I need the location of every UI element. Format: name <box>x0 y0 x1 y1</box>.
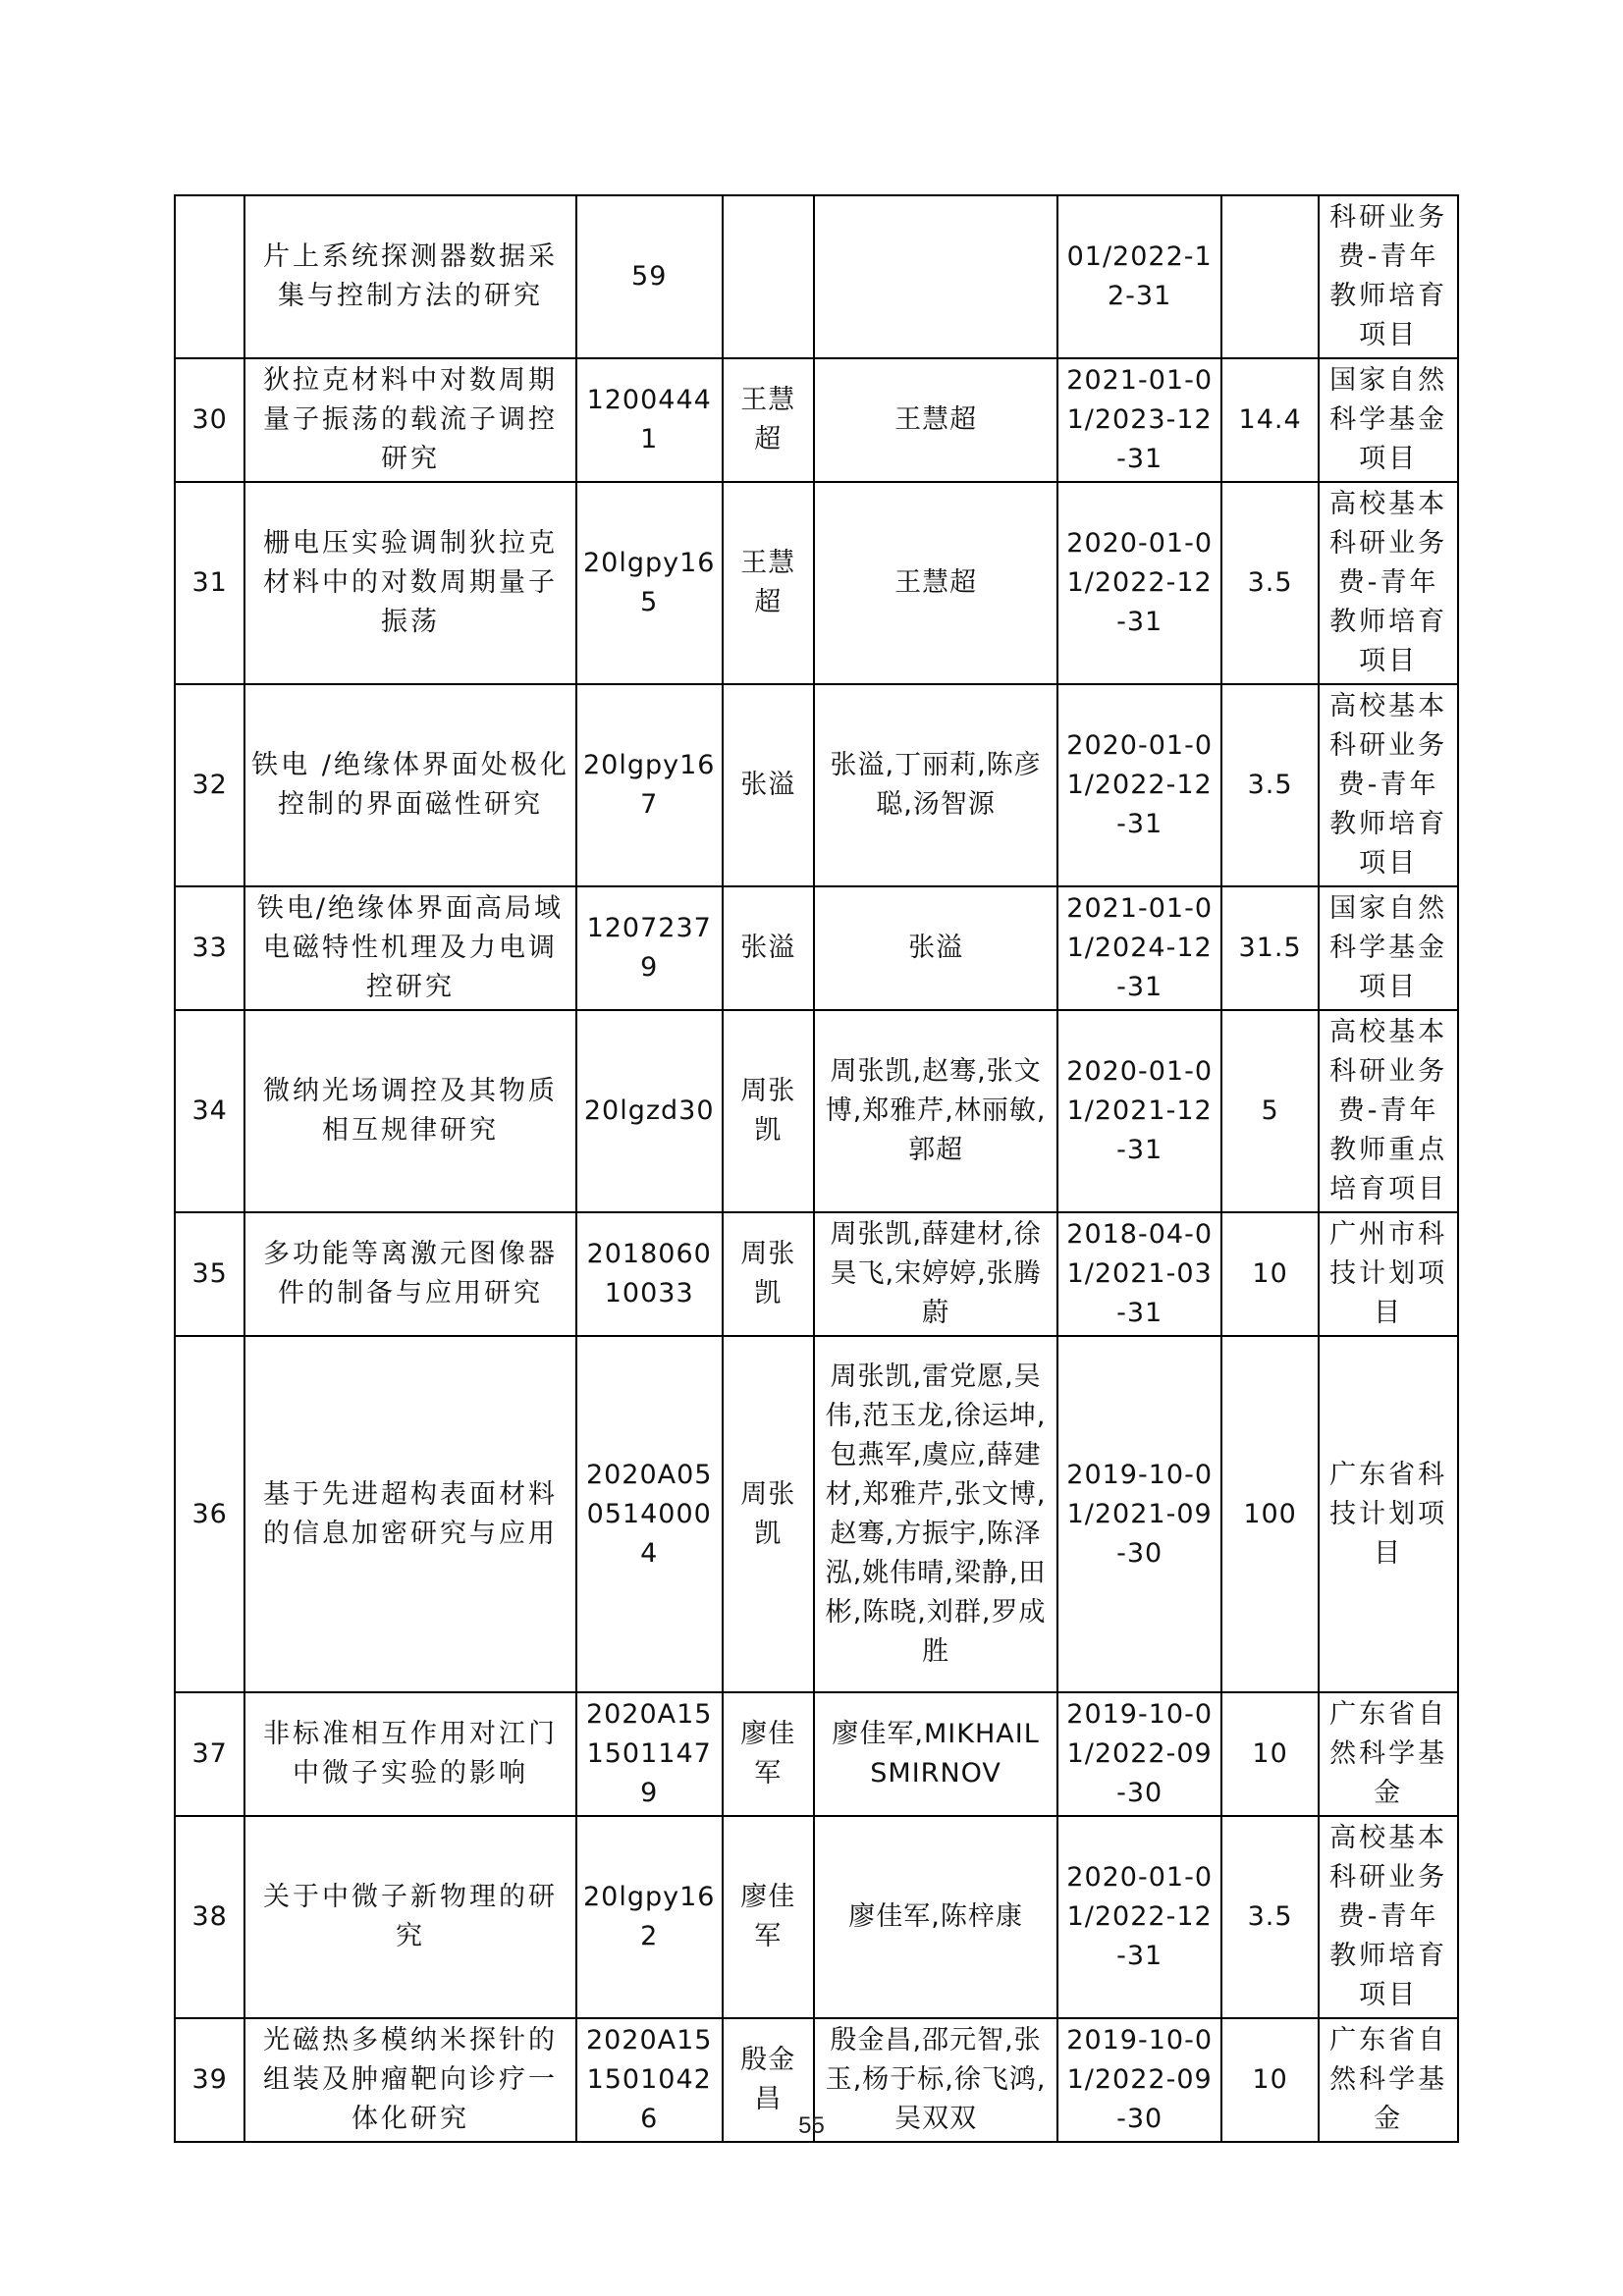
table-row <box>175 1692 1458 1816</box>
project-code: 201806010033 <box>576 1212 723 1336</box>
project-code: 20lgzd30 <box>576 1010 723 1212</box>
row-number: 33 <box>175 886 244 1010</box>
project-source: 科研业务费-青年教师培育项目 <box>1319 195 1458 358</box>
table-row <box>175 1010 1458 1212</box>
project-members: 周张凯,雷党愿,吴伟,范玉龙,徐运坤,包燕军,虞应,薛建材,郑雅芹,张文博,赵骞,方振宇,陈泽泓,姚伟晴,梁静,田彬,陈晓,刘群,罗成胜 <box>814 1336 1058 1692</box>
row-number: 30 <box>175 358 244 482</box>
project-code: 2020A151501042 6 <box>576 2018 723 2142</box>
project-period: 2019-10-01/2021-09-30 <box>1057 1336 1220 1692</box>
project-title: 铁电/绝缘体界面高局域电磁特性机理及力电调控研究 <box>244 886 575 1010</box>
project-amount: 14.4 <box>1221 358 1319 482</box>
project-period: 2019-10-01/2022-09-30 <box>1057 2018 1220 2142</box>
project-leader <box>723 195 814 358</box>
project-members: 周张凯,赵骞,张文博,郑雅芹,林丽敏,郭超 <box>814 1010 1058 1212</box>
project-period: 2021-01-01/2023-12-31 <box>1057 358 1220 482</box>
page-number: 55 <box>798 2112 825 2139</box>
table-row <box>175 195 1458 358</box>
project-members <box>814 195 1058 358</box>
project-leader: 张溢 <box>723 886 814 1010</box>
project-period: 2020-01-01/2021-12-31 <box>1057 1010 1220 1212</box>
project-code: 59 <box>576 195 723 358</box>
project-leader: 廖佳军 <box>723 1692 814 1816</box>
project-members: 张溢 <box>814 886 1058 1010</box>
project-title: 铁电 /绝缘体界面处极化控制的界面磁性研究 <box>244 684 575 886</box>
project-table <box>174 194 1459 2143</box>
project-leader: 王慧超 <box>723 482 814 684</box>
project-members: 周张凯,薛建材,徐昊飞,宋婷婷,张腾蔚 <box>814 1212 1058 1336</box>
project-title: 基于先进超构表面材料的信息加密研究与应用 <box>244 1336 575 1692</box>
row-number: 31 <box>175 482 244 684</box>
row-number: 32 <box>175 684 244 886</box>
table-row <box>175 886 1458 1010</box>
project-code: 2020A151501147 9 <box>576 1692 723 1816</box>
project-leader: 张溢 <box>723 684 814 886</box>
project-title: 光磁热多模纳米探针的组装及肿瘤靶向诊疗一体化研究 <box>244 2018 575 2142</box>
table-row <box>175 358 1458 482</box>
project-source: 国家自然科学基金项目 <box>1319 886 1458 1010</box>
project-members: 廖佳军,陈梓康 <box>814 1816 1058 2018</box>
project-title: 微纳光场调控及其物质相互规律研究 <box>244 1010 575 1212</box>
table-row <box>175 684 1458 886</box>
project-source: 国家自然科学基金项目 <box>1319 358 1458 482</box>
project-amount: 3.5 <box>1221 684 1319 886</box>
project-amount: 100 <box>1221 1336 1319 1692</box>
table-row <box>175 482 1458 684</box>
project-leader: 周张凯 <box>723 1212 814 1336</box>
project-amount: 10 <box>1221 2018 1319 2142</box>
project-amount: 5 <box>1221 1010 1319 1212</box>
project-amount: 10 <box>1221 1212 1319 1336</box>
project-members: 王慧超 <box>814 358 1058 482</box>
project-title: 多功能等离激元图像器件的制备与应用研究 <box>244 1212 575 1336</box>
project-members: 廖佳军,MIKHAIL SMIRNOV <box>814 1692 1058 1816</box>
project-period: 2018-04-01/2021-03-31 <box>1057 1212 1220 1336</box>
project-source: 高校基本科研业务费-青年教师重点培育项目 <box>1319 1010 1458 1212</box>
project-amount: 31.5 <box>1221 886 1319 1010</box>
project-title: 片上系统探测器数据采集与控制方法的研究 <box>244 195 575 358</box>
project-source: 高校基本科研业务费-青年教师培育项目 <box>1319 1816 1458 2018</box>
row-number: 37 <box>175 1692 244 1816</box>
project-members: 王慧超 <box>814 482 1058 684</box>
project-amount <box>1221 195 1319 358</box>
project-code: 12004441 <box>576 358 723 482</box>
project-source: 广东省自然科学基金 <box>1319 2018 1458 2142</box>
project-members: 张溢,丁丽莉,陈彦聪,汤智源 <box>814 684 1058 886</box>
project-amount: 10 <box>1221 1692 1319 1816</box>
project-leader: 王慧超 <box>723 358 814 482</box>
project-period: 2019-10-01/2022-09-30 <box>1057 1692 1220 1816</box>
project-period: 2020-01-01/2022-12-31 <box>1057 482 1220 684</box>
project-code: 2020A050514000 4 <box>576 1336 723 1692</box>
project-members: 殷金昌,邵元智,张玉,杨于标,徐飞鸿,吴双双 <box>814 2018 1058 2142</box>
project-amount: 3.5 <box>1221 1816 1319 2018</box>
project-code: 12072379 <box>576 886 723 1010</box>
project-leader: 周张凯 <box>723 1010 814 1212</box>
project-period: 01/2022-12-31 <box>1057 195 1220 358</box>
project-code: 20lgpy165 <box>576 482 723 684</box>
project-source: 广东省科技计划项目 <box>1319 1336 1458 1692</box>
project-title: 栅电压实验调制狄拉克材料中的对数周期量子振荡 <box>244 482 575 684</box>
table-row <box>175 1336 1458 1692</box>
table-row <box>175 1816 1458 2018</box>
project-period: 2021-01-01/2024-12-31 <box>1057 886 1220 1010</box>
row-number: 39 <box>175 2018 244 2142</box>
project-title: 狄拉克材料中对数周期量子振荡的载流子调控研究 <box>244 358 575 482</box>
row-number: 35 <box>175 1212 244 1336</box>
project-source: 广州市科技计划项目 <box>1319 1212 1458 1336</box>
project-amount: 3.5 <box>1221 482 1319 684</box>
project-leader: 周张凯 <box>723 1336 814 1692</box>
row-number: 36 <box>175 1336 244 1692</box>
row-number <box>175 195 244 358</box>
project-code: 20lgpy167 <box>576 684 723 886</box>
project-period: 2020-01-01/2022-12-31 <box>1057 684 1220 886</box>
project-code: 20lgpy162 <box>576 1816 723 2018</box>
project-source: 广东省自然科学基金 <box>1319 1692 1458 1816</box>
row-number: 34 <box>175 1010 244 1212</box>
project-leader: 廖佳军 <box>723 1816 814 2018</box>
project-source: 高校基本科研业务费-青年教师培育项目 <box>1319 684 1458 886</box>
project-source: 高校基本科研业务费-青年教师培育项目 <box>1319 482 1458 684</box>
project-title: 非标准相互作用对江门中微子实验的影响 <box>244 1692 575 1816</box>
row-number: 38 <box>175 1816 244 2018</box>
project-period: 2020-01-01/2022-12-31 <box>1057 1816 1220 2018</box>
project-leader: 殷金昌 <box>723 2018 814 2142</box>
table-row <box>175 1212 1458 1336</box>
project-title: 关于中微子新物理的研究 <box>244 1816 575 2018</box>
